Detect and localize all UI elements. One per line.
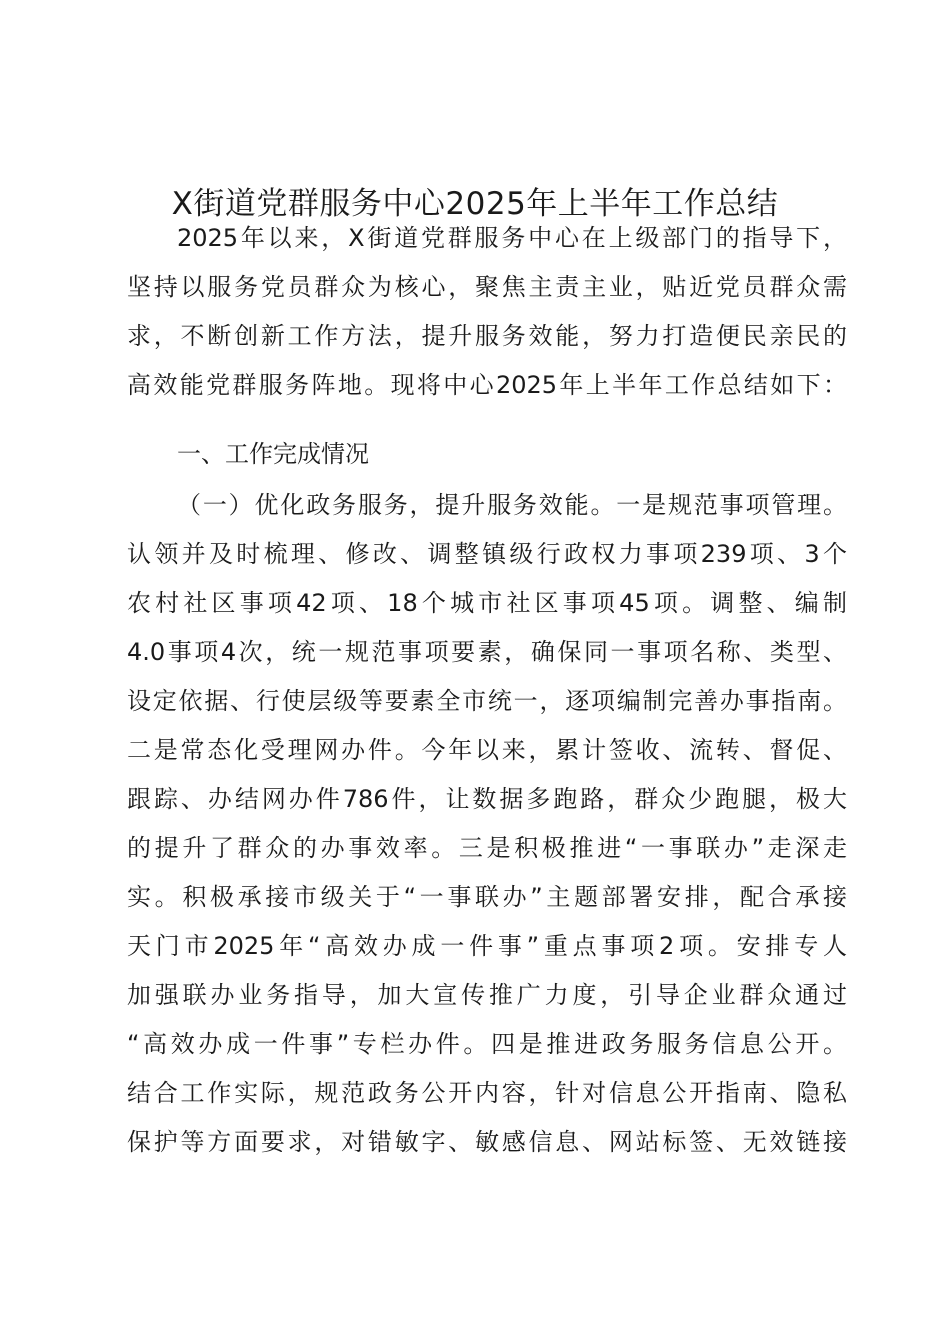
paragraph-line: 2025年以来，X街道党群服务中心在上级部门的指导下， <box>177 224 847 252</box>
paragraph-line: “高效办成一件事”专栏办件。四是推进政务服务信息公开。 <box>127 1030 847 1058</box>
intro-paragraph <box>127 214 847 410</box>
paragraph-line: 二是常态化受理网办件。今年以来，累计签收、流转、督促、 <box>127 736 847 764</box>
paragraph-line: 加强联办业务指导，加大宣传推广力度，引导企业群众通过 <box>127 981 847 1009</box>
section-heading: 一、工作完成情况 <box>177 440 369 468</box>
paragraph-line: 4.0事项4次，统一规范事项要素，确保同一事项名称、类型、 <box>127 638 847 666</box>
paragraph-line: 高效能党群服务阵地。现将中心2025年上半年工作总结如下： <box>127 371 847 399</box>
section-one <box>127 430 847 479</box>
section-paragraph <box>127 481 847 1167</box>
paragraph-line: 实。积极承接市级关于“一事联办”主题部署安排，配合承接 <box>127 883 847 911</box>
paragraph-line: 农村社区事项42项、18个城市社区事项45项。调整、编制 <box>127 589 847 617</box>
paragraph-line: 天门市2025年“高效办成一件事”重点事项2项。安排专人 <box>127 932 847 960</box>
paragraph-line: 的提升了群众的办事效率。三是积极推进“一事联办”走深走 <box>127 834 847 862</box>
paragraph-line: 设定依据、行使层级等要素全市统一，逐项编制完善办事指南。 <box>127 687 847 715</box>
paragraph-line: （一）优化政务服务，提升服务效能。一是规范事项管理。 <box>177 491 847 519</box>
paragraph-line: 结合工作实际，规范政务公开内容，针对信息公开指南、隐私 <box>127 1079 847 1107</box>
paragraph-line: 坚持以服务党员群众为核心，聚焦主责主业，贴近党员群众需 <box>127 273 847 301</box>
paragraph-line: 求，不断创新工作方法，提升服务效能，努力打造便民亲民的 <box>127 322 847 350</box>
paragraph-line: 保护等方面要求，对错敏字、敏感信息、网站标签、无效链接 <box>127 1128 847 1156</box>
paragraph-line: 跟踪、办结网办件786件，让数据多跑路，群众少跑腿，极大 <box>127 785 847 813</box>
document-title: X街道党群服务中心2025年上半年工作总结 <box>171 186 779 222</box>
paragraph-line: 认领并及时梳理、修改、调整镇级行政权力事项239项、3个 <box>127 540 847 568</box>
